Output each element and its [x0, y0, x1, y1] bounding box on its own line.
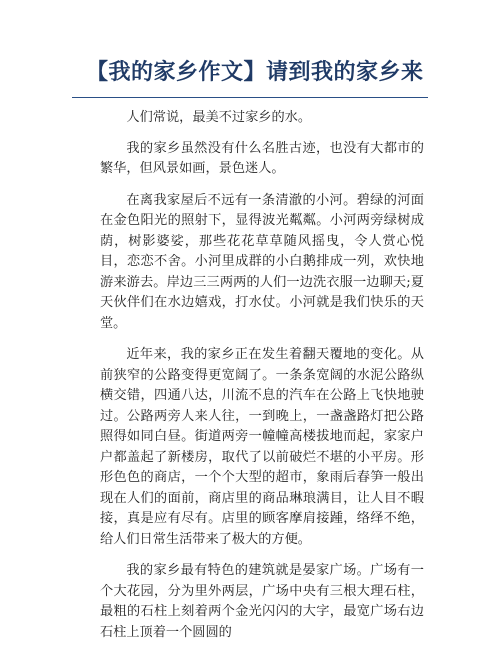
paragraph-5: 我的家乡最有特色的建筑就是晏家广场。广场有一个大花园，分为里外两层，广场中央有三根大理石柱，最粗的石柱上刻着两个金光闪闪的大字，最宽广场右边石柱上顶着一个圆圆的	[100, 563, 424, 640]
document-title: 【我的家乡作文】请到我的家乡来	[86, 60, 424, 85]
title-divider	[72, 97, 428, 98]
paragraph-4: 近年来，我的家乡正在发生着翻天覆地的变化。从前狭窄的公路变得更宽阔了。一条条宽阔的水泥公路纵横交错，四通八达，川流不息的汽车在公路上飞快地驶过。公路两旁人来人往，一到晚上，一盏盏路灯把公路照得如同白昼。街道两旁一幢幢高楼拔地而起，家家户户都盖起了新楼房，取代了以前破烂不堪的小平房。形形色色的商店，一个个大型的超市，象雨后春笋一般出现在人们的面前，商店里的商品琳琅满目，让人目不暇接，真是应有尽有。店里的顾客摩肩接踵，络绎不绝，给人们日常生活带来了极大的方便。	[100, 347, 424, 547]
paragraph-1: 人们常说，最美不过家乡的水。	[126, 110, 312, 125]
paragraph-2: 我的家乡虽然没有什么名胜古迹，也没有大都市的繁华，但风景如画，景色迷人。	[100, 140, 424, 176]
document-body	[100, 108, 424, 654]
paragraph-3: 在离我家屋后不远有一条清澈的小河。碧绿的河面在金色阳光的照射下，显得波光粼粼。小河两旁绿树成荫，树影婆娑，那些花花草草随风摇曳，令人赏心悦目，恋恋不舍。小河里成群的小白鹅排成一列，欢快地游来游去。岸边三三两两的人们一边洗衣服一边聊天;夏天伙伴们在水边嬉戏，打水仗。小河就是我们快乐的天堂。	[100, 192, 424, 331]
